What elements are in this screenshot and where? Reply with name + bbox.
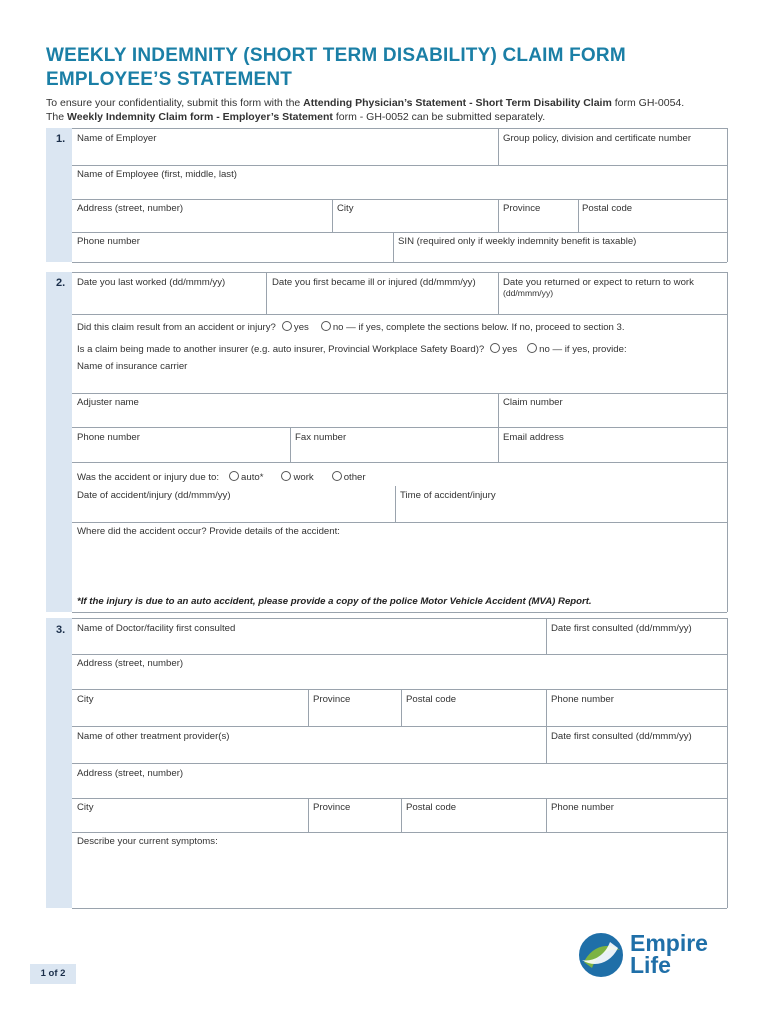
symptoms-field[interactable]: Describe your current symptoms: (77, 836, 218, 847)
employee-address-field[interactable]: Address (street, number) (77, 203, 184, 214)
other-provider-field[interactable]: Name of other treatment provider(s) (77, 731, 230, 742)
section3-strip (46, 618, 72, 908)
doctor-name-field[interactable]: Name of Doctor/facility first consulted (77, 623, 236, 634)
cause-auto-radio[interactable] (229, 471, 239, 481)
accident-question-text: Did this claim result from an accident or injury? (77, 322, 276, 333)
logo-text-life: Life (630, 952, 671, 978)
accident-no-radio[interactable] (321, 321, 331, 331)
insurer-no-label: no (539, 344, 550, 355)
cause-other-radio[interactable] (332, 471, 342, 481)
intro-aps-form-name: Attending Physician’s Statement - Short Term Disability Claim (303, 97, 612, 109)
employee-phone-field[interactable]: Phone number (77, 236, 140, 247)
doctor-address-field[interactable]: Address (street, number) (77, 658, 184, 669)
insurer-no-radio[interactable] (527, 343, 537, 353)
section1-number: 1. (56, 133, 66, 145)
form-title-line1: WEEKLY INDEMNITY (SHORT TERM DISABILITY) CLAIM FORM (46, 45, 626, 66)
adjuster-name-field[interactable]: Adjuster name (77, 397, 139, 408)
insurer-yes-radio[interactable] (490, 343, 500, 353)
intro-text-2c: form - GH-0052 can be submitted separately. (332, 111, 546, 123)
doctor-phone-field[interactable]: Phone number (551, 694, 614, 705)
employee-name-field[interactable]: Name of Employee (first, middle, last) (77, 169, 237, 180)
adjuster-phone-field[interactable]: Phone number (77, 432, 140, 443)
page-number: 1 of 2 (30, 964, 76, 984)
cause-auto-label: auto* (241, 472, 264, 483)
cause-other-label: other (343, 472, 366, 483)
insurer-question (77, 343, 627, 355)
employee-province-field[interactable]: Province (503, 203, 541, 214)
return-to-work-format: (dd/mmm/yy) (503, 288, 554, 298)
insurance-carrier-field[interactable]: Name of insurance carrier (77, 361, 188, 372)
accident-question (77, 321, 625, 333)
provider-date-first-field[interactable]: Date first consulted (dd/mmm/yy) (551, 731, 692, 742)
intro-text-1c: form GH-0054. (611, 97, 685, 109)
group-policy-field[interactable]: Group policy, division and certificate number (503, 133, 692, 144)
accident-cause-text: Was the accident or injury due to: (77, 472, 220, 483)
form-title-line2: EMPLOYEE’S STATEMENT (46, 69, 293, 90)
accident-note: — if yes, complete the sections below. If no, proceed to section 3. (346, 322, 625, 333)
provider-postal-code-field[interactable]: Postal code (406, 802, 457, 813)
accident-cause-question (77, 471, 366, 483)
section1-strip (46, 128, 72, 262)
provider-city-field[interactable]: City (77, 802, 94, 813)
employee-sin-field[interactable]: SIN (required only if weekly indemnity benefit is taxable) (398, 236, 637, 247)
first-ill-field[interactable]: Date you first became ill or injured (dd/mmm/yy) (272, 277, 476, 288)
return-to-work-field[interactable] (503, 277, 694, 298)
intro-text (46, 96, 746, 124)
intro-text-1a: To ensure your confidentiality, submit this form with the (46, 97, 304, 109)
claim-number-field[interactable]: Claim number (503, 397, 563, 408)
form-title (46, 44, 746, 92)
provider-province-field[interactable]: Province (313, 802, 351, 813)
return-to-work-label: Date you returned or expect to return to work (503, 277, 694, 288)
last-worked-field[interactable]: Date you last worked (dd/mmm/yy) (77, 277, 226, 288)
employer-name-field[interactable]: Name of Employer (77, 133, 157, 144)
cause-work-label: work (293, 472, 314, 483)
section2-number: 2. (56, 277, 66, 289)
accident-details-field[interactable]: Where did the accident occur? Provide details of the accident: (77, 526, 340, 537)
empire-life-emblem-icon (578, 932, 624, 978)
accident-yes-radio[interactable] (282, 321, 292, 331)
logo-text-empire: Empire (630, 930, 708, 956)
adjuster-email-field[interactable]: Email address (503, 432, 564, 443)
doctor-province-field[interactable]: Province (313, 694, 351, 705)
employee-city-field[interactable]: City (337, 203, 354, 214)
provider-address-field[interactable]: Address (street, number) (77, 768, 184, 779)
section2-strip (46, 272, 72, 612)
intro-text-2a: The (46, 111, 68, 123)
section3-number: 3. (56, 624, 66, 636)
insurer-yes-label: yes (502, 344, 518, 355)
mva-report-note: *If the injury is due to an auto accident, please provide a copy of the police Motor Vehicle Accident (MVA) Report. (77, 596, 592, 607)
doctor-city-field[interactable]: City (77, 694, 94, 705)
doctor-date-first-field[interactable]: Date first consulted (dd/mmm/yy) (551, 623, 692, 634)
doctor-postal-code-field[interactable]: Postal code (406, 694, 457, 705)
accident-no-label: no (332, 322, 344, 333)
insurer-note: — if yes, provide: (552, 344, 627, 355)
intro-employer-form-name: Weekly Indemnity Claim form - Employer’s Statement (67, 111, 333, 123)
adjuster-fax-field[interactable]: Fax number (295, 432, 347, 443)
accident-time-field[interactable]: Time of accident/injury (400, 490, 496, 501)
accident-date-field[interactable]: Date of accident/injury (dd/mmm/yy) (77, 490, 231, 501)
employee-postal-code-field[interactable]: Postal code (582, 203, 633, 214)
empire-life-logo (578, 930, 738, 982)
cause-work-radio[interactable] (281, 471, 291, 481)
provider-phone-field[interactable]: Phone number (551, 802, 614, 813)
accident-yes-label: yes (293, 322, 309, 333)
insurer-question-text: Is a claim being made to another insurer (e.g. auto insurer, Provincial Workplace Safety Board)? (77, 344, 485, 355)
